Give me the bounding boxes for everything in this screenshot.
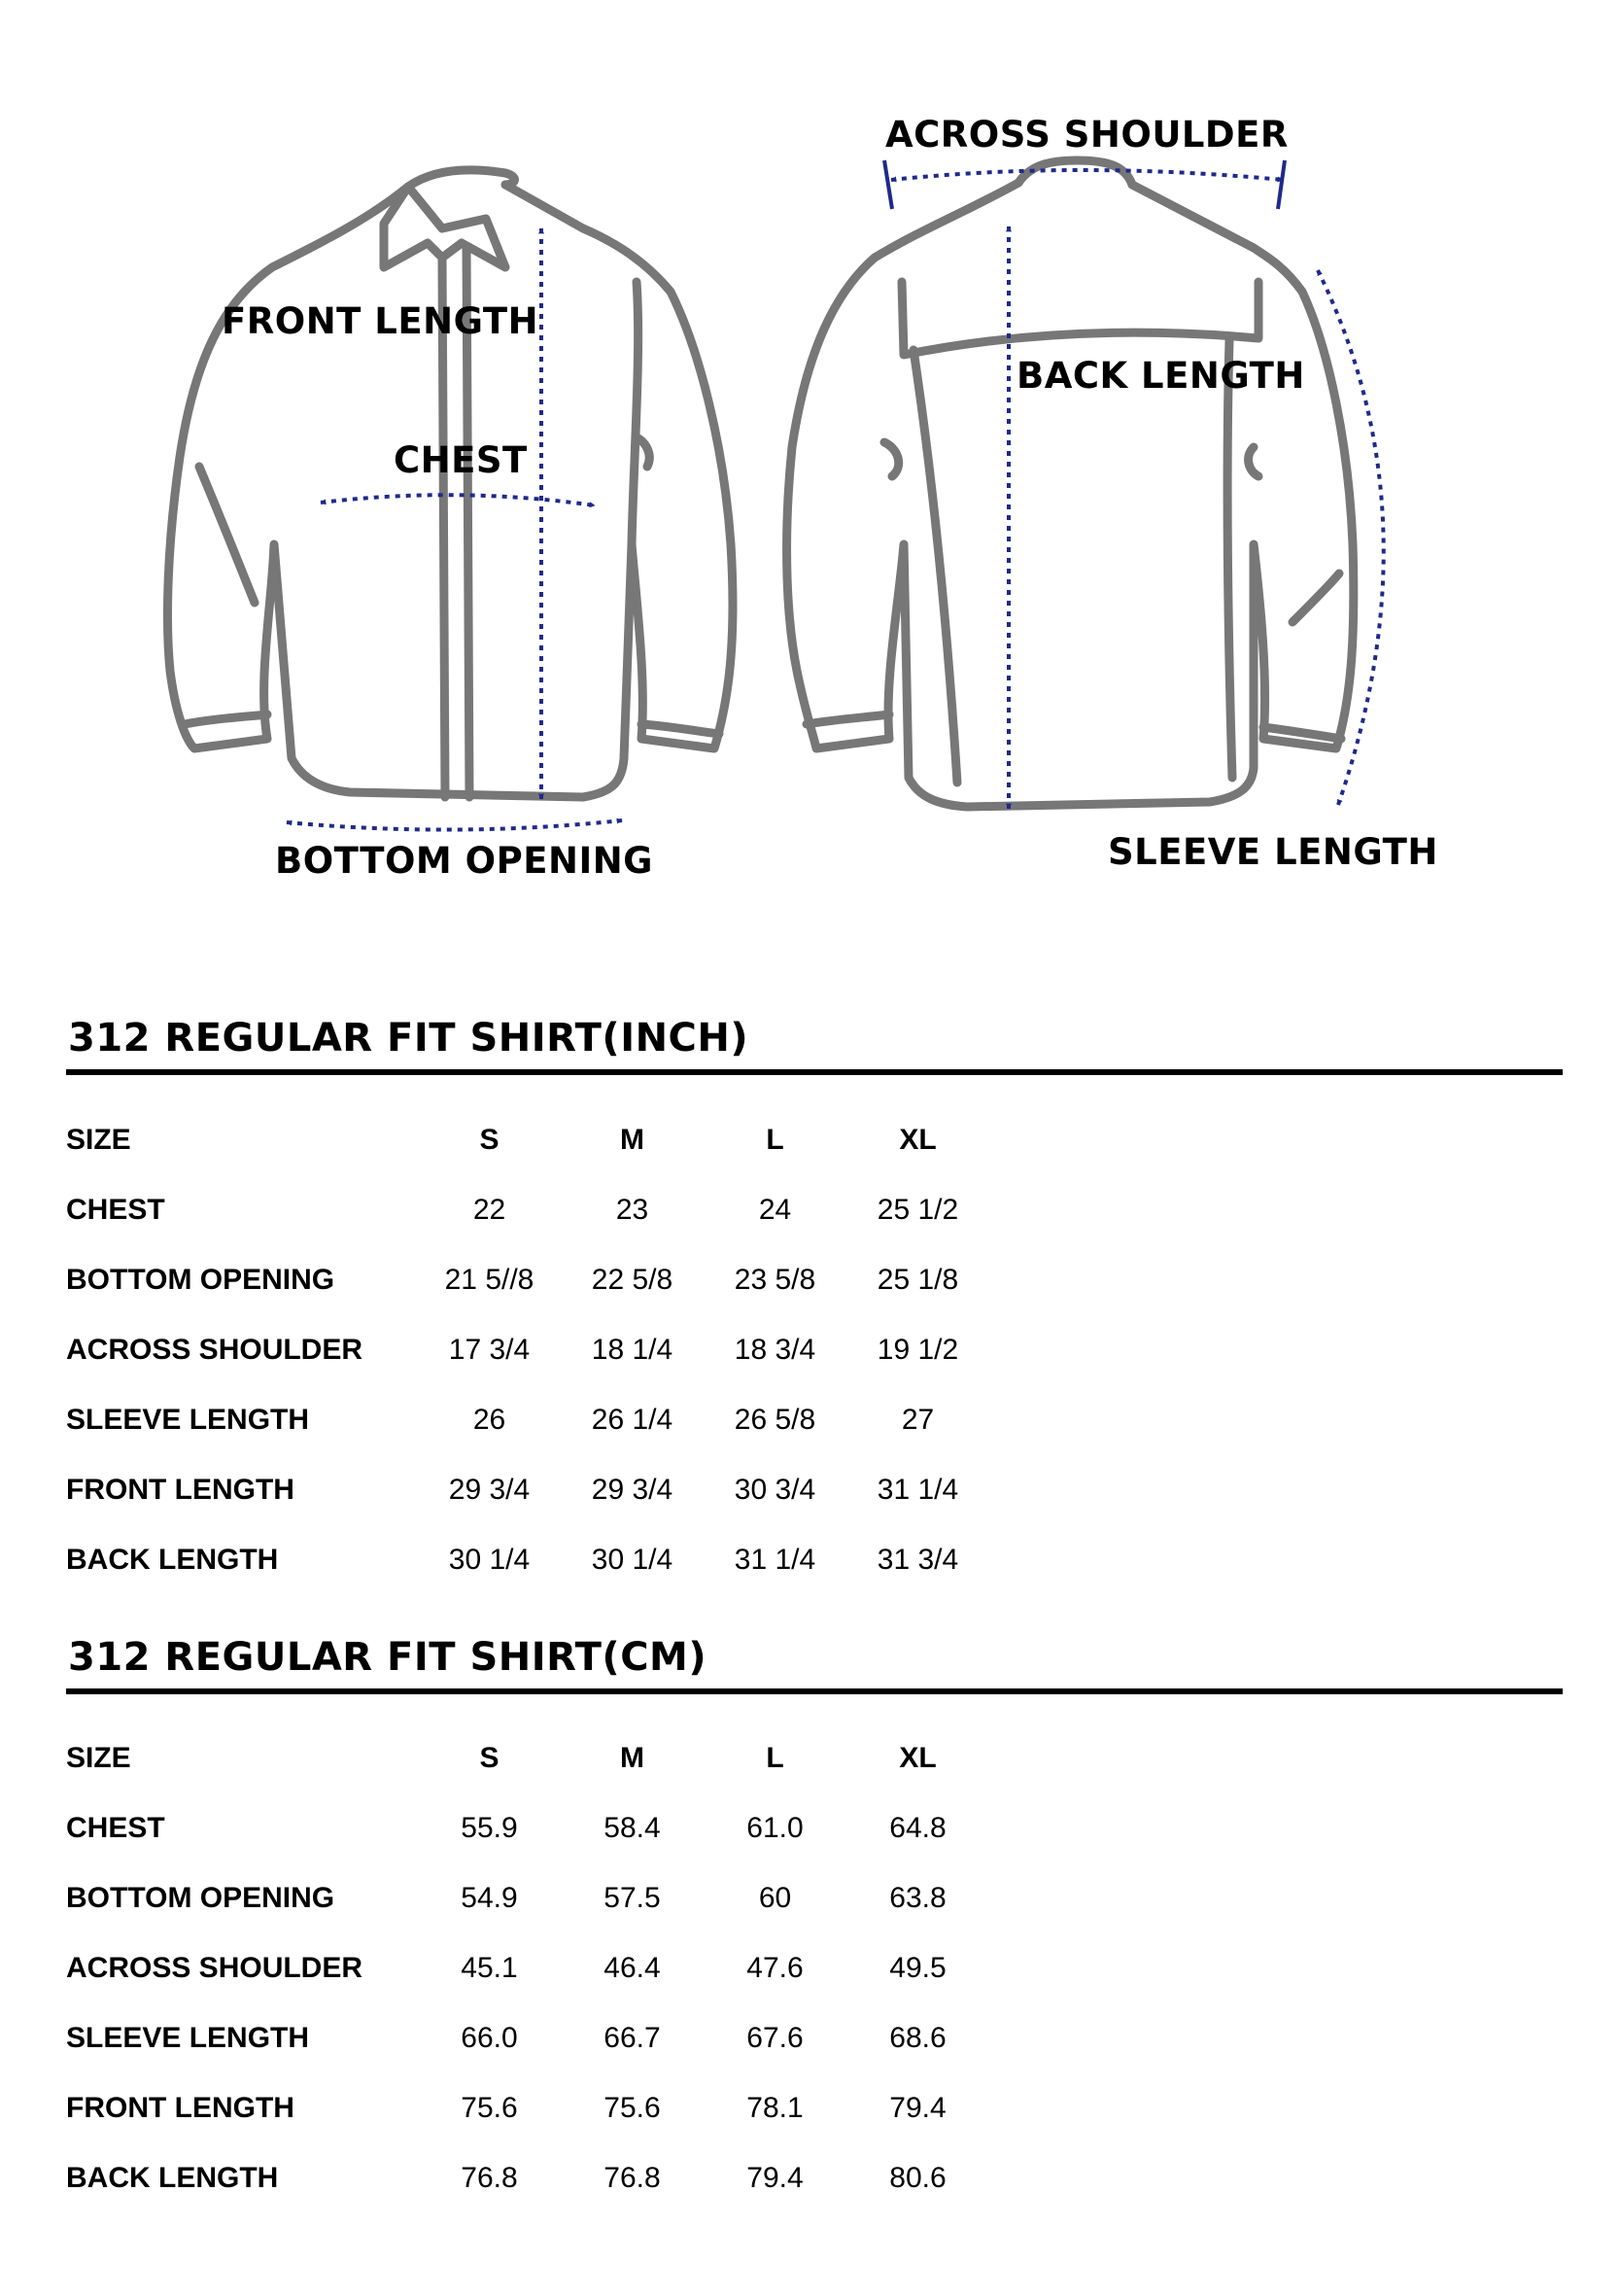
shirt-measurement-diagram <box>0 0 1620 933</box>
row-label: CHEST <box>66 1812 165 1844</box>
size-s-header: S <box>479 1124 500 1156</box>
cell-value: 31 1/4 <box>734 1544 816 1576</box>
cell-value: 23 5/8 <box>734 1264 816 1296</box>
size-m-header: M <box>620 1124 644 1156</box>
table-row <box>66 1933 989 2003</box>
row-label: FRONT LENGTH <box>66 1474 294 1506</box>
cell-value: 80.6 <box>889 2162 947 2194</box>
cell-value: 75.6 <box>603 2092 661 2124</box>
table-header-row <box>66 1105 989 1175</box>
size-column-header: SIZE <box>66 1742 131 1774</box>
cell-value: 68.6 <box>889 2022 947 2054</box>
cell-value: 67.6 <box>746 2022 804 2054</box>
table-row <box>66 1793 989 1863</box>
cell-value: 30 3/4 <box>734 1474 816 1506</box>
row-label: BACK LENGTH <box>66 2162 279 2194</box>
cm-table-divider <box>66 1688 1563 1694</box>
cell-value: 25 1/8 <box>877 1264 959 1296</box>
cell-value: 18 3/4 <box>734 1334 816 1366</box>
cell-value: 17 3/4 <box>448 1334 531 1366</box>
sleeve-length-label: SLEEVE LENGTH <box>1108 831 1438 873</box>
cm-size-table <box>66 1723 989 2213</box>
cell-value: 27 <box>901 1404 935 1436</box>
cell-value: 47.6 <box>746 1952 804 1984</box>
chest-label: CHEST <box>394 439 528 481</box>
cell-value: 64.8 <box>889 1812 947 1844</box>
row-label: SLEEVE LENGTH <box>66 2022 310 2054</box>
cell-value: 66.7 <box>603 2022 661 2054</box>
table-row <box>66 1245 989 1315</box>
cell-value: 22 <box>472 1194 506 1226</box>
cell-value: 75.6 <box>461 2092 518 2124</box>
row-label: FRONT LENGTH <box>66 2092 294 2124</box>
cell-value: 79.4 <box>889 2092 947 2124</box>
size-l-header: L <box>766 1124 784 1156</box>
size-s-header: S <box>479 1742 500 1774</box>
cell-value: 60 <box>758 1882 792 1914</box>
row-label: CHEST <box>66 1194 165 1226</box>
cell-value: 61.0 <box>746 1812 804 1844</box>
size-l-header: L <box>766 1742 784 1774</box>
cell-value: 23 <box>615 1194 649 1226</box>
cell-value: 46.4 <box>603 1952 661 1984</box>
cell-value: 66.0 <box>461 2022 518 2054</box>
table-row <box>66 1525 989 1595</box>
front-length-label: FRONT LENGTH <box>222 300 539 342</box>
cell-value: 31 3/4 <box>877 1544 959 1576</box>
row-label: BACK LENGTH <box>66 1544 279 1576</box>
inch-table-title: 312 REGULAR FIT SHIRT(INCH) <box>68 1016 749 1061</box>
across-shoulder-label: ACROSS SHOULDER <box>885 114 1289 156</box>
cell-value: 49.5 <box>889 1952 947 1984</box>
cell-value: 29 3/4 <box>591 1474 673 1506</box>
cell-value: 76.8 <box>603 2162 661 2194</box>
cell-value: 26 <box>472 1404 506 1436</box>
bottom-opening-label: BOTTOM OPENING <box>275 840 654 882</box>
table-row <box>66 2003 989 2073</box>
cell-value: 45.1 <box>461 1952 518 1984</box>
cm-table-title: 312 REGULAR FIT SHIRT(CM) <box>68 1635 707 1680</box>
row-label: BOTTOM OPENING <box>66 1882 335 1914</box>
size-xl-header: XL <box>899 1742 937 1774</box>
table-row <box>66 1315 989 1385</box>
cell-value: 26 5/8 <box>734 1404 816 1436</box>
cell-value: 30 1/4 <box>448 1544 531 1576</box>
cell-value: 54.9 <box>461 1882 518 1914</box>
table-header-row <box>66 1723 989 1793</box>
cell-value: 30 1/4 <box>591 1544 673 1576</box>
table-row <box>66 1175 989 1245</box>
chest-arrow <box>321 495 595 505</box>
cell-value: 19 1/2 <box>877 1334 959 1366</box>
cell-value: 63.8 <box>889 1882 947 1914</box>
cell-value: 76.8 <box>461 2162 518 2194</box>
cell-value: 58.4 <box>603 1812 661 1844</box>
size-xl-header: XL <box>899 1124 937 1156</box>
back-length-label: BACK LENGTH <box>1017 355 1305 397</box>
cell-value: 79.4 <box>746 2162 804 2194</box>
front-shirt-icon <box>167 170 733 797</box>
cell-value: 25 1/2 <box>877 1194 959 1226</box>
inch-size-table <box>66 1105 989 1595</box>
cell-value: 18 1/4 <box>591 1334 673 1366</box>
cell-value: 22 5/8 <box>591 1264 673 1296</box>
cell-value: 29 3/4 <box>448 1474 531 1506</box>
table-row <box>66 1455 989 1525</box>
cell-value: 24 <box>758 1194 792 1226</box>
cell-value: 78.1 <box>746 2092 804 2124</box>
cell-value: 26 1/4 <box>591 1404 673 1436</box>
inch-table-divider <box>66 1069 1563 1075</box>
size-m-header: M <box>620 1742 644 1774</box>
cell-value: 31 1/4 <box>877 1474 959 1506</box>
row-label: ACROSS SHOULDER <box>66 1334 363 1366</box>
cell-value: 21 5//8 <box>444 1264 534 1296</box>
table-row <box>66 2073 989 2143</box>
cell-value: 57.5 <box>603 1882 661 1914</box>
back-shirt-icon <box>787 160 1354 807</box>
row-label: BOTTOM OPENING <box>66 1264 335 1296</box>
table-row <box>66 1385 989 1455</box>
row-label: SLEEVE LENGTH <box>66 1404 310 1436</box>
table-row <box>66 2143 989 2213</box>
bottom-opening-arrow <box>287 820 622 830</box>
table-row <box>66 1863 989 1933</box>
across-shoulder-arrow <box>891 170 1283 180</box>
size-column-header: SIZE <box>66 1124 131 1156</box>
cell-value: 55.9 <box>461 1812 518 1844</box>
row-label: ACROSS SHOULDER <box>66 1952 363 1984</box>
